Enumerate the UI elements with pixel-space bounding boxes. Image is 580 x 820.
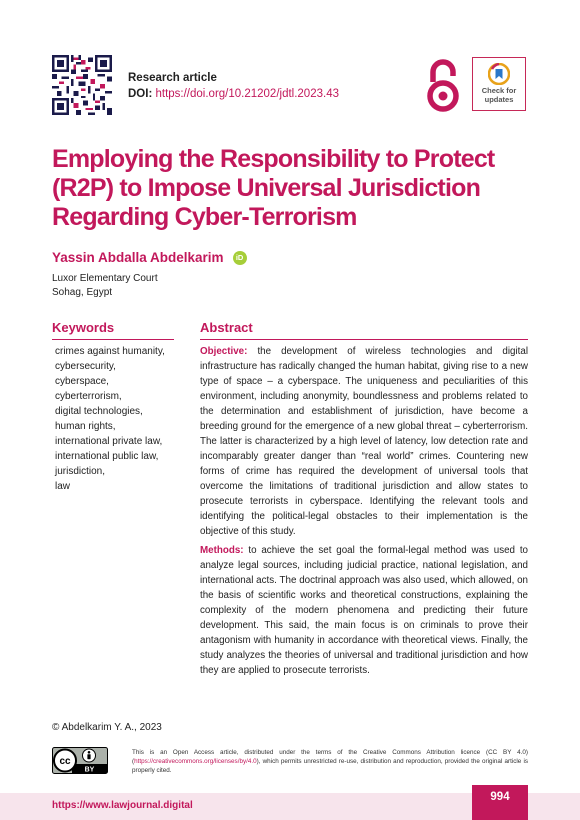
by-badge-text: BY xyxy=(84,766,95,774)
orcid-icon[interactable]: iD xyxy=(233,251,247,265)
article-title: Employing the Responsibility to Protect (R2P) to Impose Universal Jurisdiction Regarding Cyber-Terrorism xyxy=(52,145,495,231)
keyword-item: digital technologies, xyxy=(55,406,143,417)
journal-url-link[interactable]: https://www.lawjournal.digital xyxy=(52,800,193,811)
affiliation xyxy=(52,272,158,300)
keyword-item: human rights, xyxy=(55,421,116,432)
cc-badge-text: cc xyxy=(59,756,71,767)
keywords-list xyxy=(55,344,165,494)
page-number: 994 xyxy=(472,785,528,820)
abstract-body xyxy=(200,344,528,682)
author-row xyxy=(52,250,247,265)
objective-text: the development of wireless technologies and digital infrastructure has radically changed the human habitat, giving rise to a new type of space – a cyberspace. The uniqueness and peculiarities of this environment, including anonymity, boundlessness and problems related to the determination and establishment of jurisdiction, have become a breeding ground for the emergence of a new global threat – cyberterrorism. The latter is characterized by a high level of latency, low detection rate and incomparably greater danger than “real world” crimes. Countering new forms of crime has required the development of universal tools that overcome the limitations of traditional jurisdiction and allow states to prosecute terrorists in cyberspace. Identifying the relevant tools and identifying the political-legal obstacles to their implementation is the objective of this study. xyxy=(200,346,528,537)
keyword-item: international private law, xyxy=(55,436,163,447)
license-text-start: This is an Open Access article, distributed under the terms of the Creative Commons Attribution licence (CC BY 4.0) ( xyxy=(132,749,528,765)
affiliation-line: Luxor Elementary Court xyxy=(52,273,158,284)
keyword-item: cyberterrorism, xyxy=(55,391,122,402)
license-text-end: ), which permits unrestricted re-use, distribution and reproduction, provided the original article is properly cited. xyxy=(132,758,528,774)
abstract-objective xyxy=(200,344,528,539)
methods-label: Methods: xyxy=(200,545,244,556)
bookmark-ribbon-icon xyxy=(488,63,510,85)
doi-line xyxy=(128,88,339,100)
keyword-item: international public law, xyxy=(55,451,159,462)
abstract-methods xyxy=(200,543,528,678)
cc-by-license-icon[interactable] xyxy=(52,747,108,774)
doi-link[interactable]: https://doi.org/10.21202/jdtl.2023.43 xyxy=(155,88,339,100)
keyword-item: cyberspace, xyxy=(55,376,109,387)
check-for-updates-button[interactable] xyxy=(472,57,526,111)
doi-label: DOI: xyxy=(128,88,153,100)
objective-label: Objective: xyxy=(200,346,248,357)
author-name: Yassin Abdalla Abdelkarim xyxy=(52,250,224,265)
qr-code-icon xyxy=(52,55,112,115)
keyword-item: crimes against humanity, xyxy=(55,346,165,357)
keywords-heading: Keywords xyxy=(52,320,174,340)
license-text xyxy=(132,748,528,775)
keyword-item: law xyxy=(55,481,71,492)
methods-text: to achieve the set goal the formal-legal method was used to analyze legal sources, including judicial practice, national legislation, and international acts. The doctrinal approach was also used, which allowed, on the basis of scientific works and theoretical constructions, explaining the complexity of the modern phenomena and predicting their future development. This said, the main focus is on criminals to prove their antagonism with humanity in accordance with theoretical views. Finally, the study analyzes the theories of universal and traditional jurisdiction and how they are applied to prosecute terrorists. xyxy=(200,545,528,676)
copyright-notice: © Abdelkarim Y. A., 2023 xyxy=(52,722,162,733)
open-access-icon xyxy=(423,58,463,114)
check-updates-line2: updates xyxy=(484,95,514,104)
affiliation-line: Sohag, Egypt xyxy=(52,287,113,298)
article-type: Research article xyxy=(128,72,217,84)
check-updates-line1: Check for xyxy=(481,86,517,95)
keyword-item: cybersecurity, xyxy=(55,361,116,372)
license-link[interactable]: https://creativecommons.org/licenses/by/4.0 xyxy=(134,758,257,765)
keyword-item: jurisdiction, xyxy=(55,466,106,477)
abstract-heading: Abstract xyxy=(200,320,528,340)
